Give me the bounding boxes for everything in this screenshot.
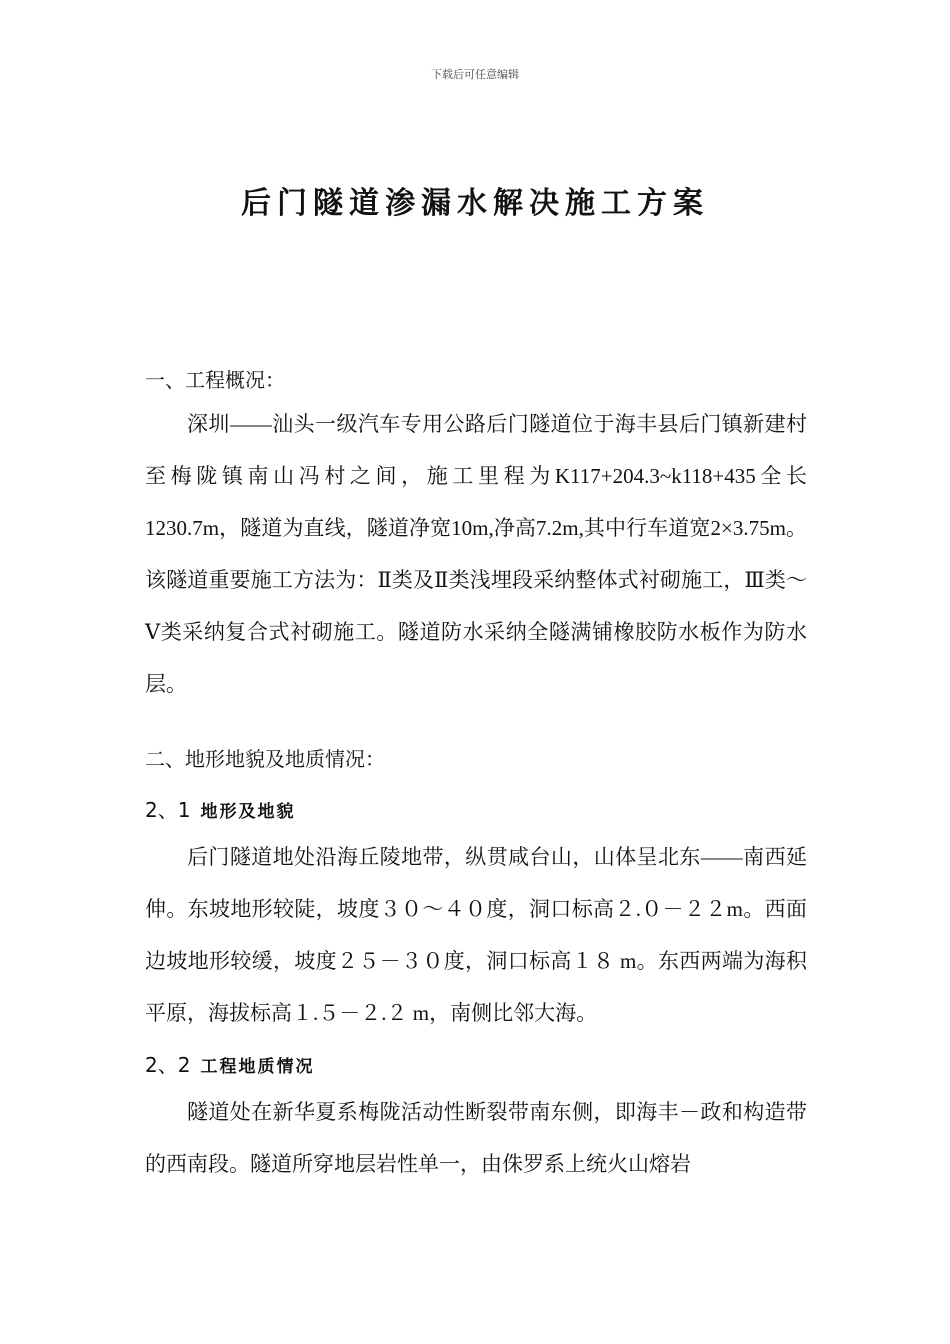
subsection-2-2-heading	[145, 1049, 314, 1078]
subsection-2-1-number: 2、1	[145, 798, 191, 822]
section-2-2-paragraph: 隧道处在新华夏系梅陇活动性断裂带南东侧，即海丰－政和构造带的西南段。隧道所穿地层岩性单一，由侏罗系上统火山熔岩	[145, 1100, 807, 1176]
section-1-paragraph: 深圳——汕头一级汽车专用公路后门隧道位于海丰县后门镇新建村至梅陇镇南山冯村之间，施工里程为K117+204.3~k118+435全长1230.7m，隧道为直线，隧道净宽10m,净高7.2m,其中行车道宽2×3.75m。该隧道重要施工方法为：Ⅱ类及Ⅱ类浅埋段采纳整体式衬砌施工，Ⅲ类～Ⅴ类采纳复合式衬砌施工。隧道防水采纳全隧满铺橡胶防水板作为防水层。	[145, 412, 807, 696]
header-note: 下载后可任意编辑	[431, 68, 519, 81]
section-2-1-paragraph: 后门隧道地处沿海丘陵地带，纵贯咸台山，山体呈北东——南西延伸。东坡地形较陡，坡度３０～４０度，洞口标高２.０－２２m。西面边坡地形较缓，坡度２５－３０度，洞口标高１８ m。东西两端为海积平原，海拔标高１.５－２.２ m，南侧比邻大海。	[145, 845, 807, 1025]
subsection-2-1-heading	[145, 794, 295, 823]
section-1-heading: 一、工程概况：	[145, 368, 285, 392]
subsection-2-2-number: 2、2	[145, 1053, 191, 1077]
document-title: 后门隧道渗漏水解决施工方案	[241, 186, 709, 221]
section-2-heading: 二、地形地貌及地质情况：	[145, 747, 385, 771]
subsection-2-2-label: 工程地质情况	[200, 1057, 315, 1077]
subsection-2-1-label: 地形及地貌	[200, 802, 296, 822]
